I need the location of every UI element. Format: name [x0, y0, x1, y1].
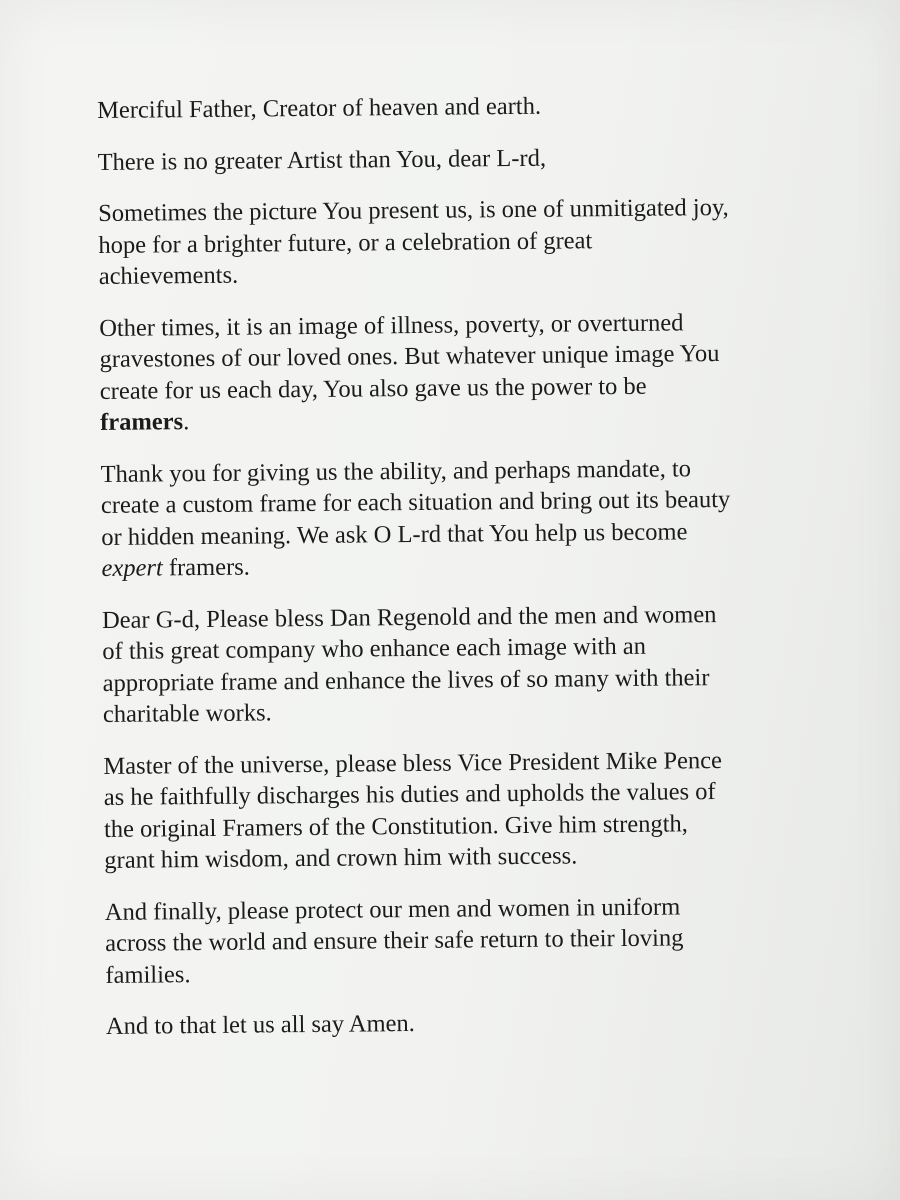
italic-word: expert — [101, 554, 163, 582]
text-line: Sometimes the picture You present us, is one of unmitigated joy, — [98, 193, 729, 227]
text-line: achievements. — [98, 261, 239, 290]
text-line: as he faithfully discharges his duties and upholds the values of — [103, 778, 716, 811]
end-punctuation: . — [182, 408, 190, 436]
prayer-text — [97, 87, 896, 1062]
text-line: Thank you for giving us the ability, and perhaps mandate, to — [100, 454, 692, 488]
text-line: Dear G-d, Please bless Dan Regenold and the men and women — [101, 600, 717, 634]
text-line: gravestones of our loved ones. But whatever unique image You — [99, 340, 720, 373]
paragraph-7 — [103, 743, 894, 877]
bold-word: framers — [100, 408, 184, 436]
text-line: create for us each day, You also gave us the power to be — [99, 372, 647, 405]
paragraph-3 — [98, 190, 889, 292]
paragraph-5 — [100, 451, 891, 585]
text-line — [101, 545, 891, 584]
text-line: appropriate frame and enhance the lives of so many with their — [102, 663, 710, 697]
paragraph-1 — [97, 87, 887, 126]
text-line: across the world and ensure their safe return to their loving — [105, 924, 684, 957]
paragraph-2 — [97, 139, 887, 178]
text-line: grant him wisdom, and crown him with success. — [104, 842, 578, 874]
text-line: families. — [105, 960, 191, 989]
text-line: or hidden meaning. We ask O L-rd that You help us become — [101, 517, 688, 551]
paragraph-6 — [102, 597, 893, 731]
text-line: hope for a brighter future, or a celebration of great — [98, 226, 593, 259]
paragraph-4 — [99, 305, 890, 439]
text-line: There is no greater Artist than You, dear L-rd, — [97, 144, 547, 176]
text-line: Master of the universe, please bless Vice President Mike Pence — [103, 746, 723, 780]
text-line: And to that let us all say Amen. — [105, 1009, 415, 1040]
text-line: Other times, it is an image of illness, poverty, or overturned — [99, 308, 684, 342]
text-line: the original Framers of the Constitution. Give him strength, — [103, 809, 688, 843]
line-tail: framers. — [162, 553, 250, 582]
paragraph-9 — [106, 1003, 896, 1042]
text-line: Merciful Father, Creator of heaven and earth. — [97, 92, 542, 124]
paragraph-8 — [105, 889, 896, 991]
text-line: create a custom frame for each situation and bring out its beauty — [100, 485, 731, 519]
text-line: And finally, please protect our men and women in uniform — [104, 892, 681, 926]
text-line: of this great company who enhance each image with an — [102, 632, 647, 665]
text-line: charitable works. — [102, 699, 272, 728]
